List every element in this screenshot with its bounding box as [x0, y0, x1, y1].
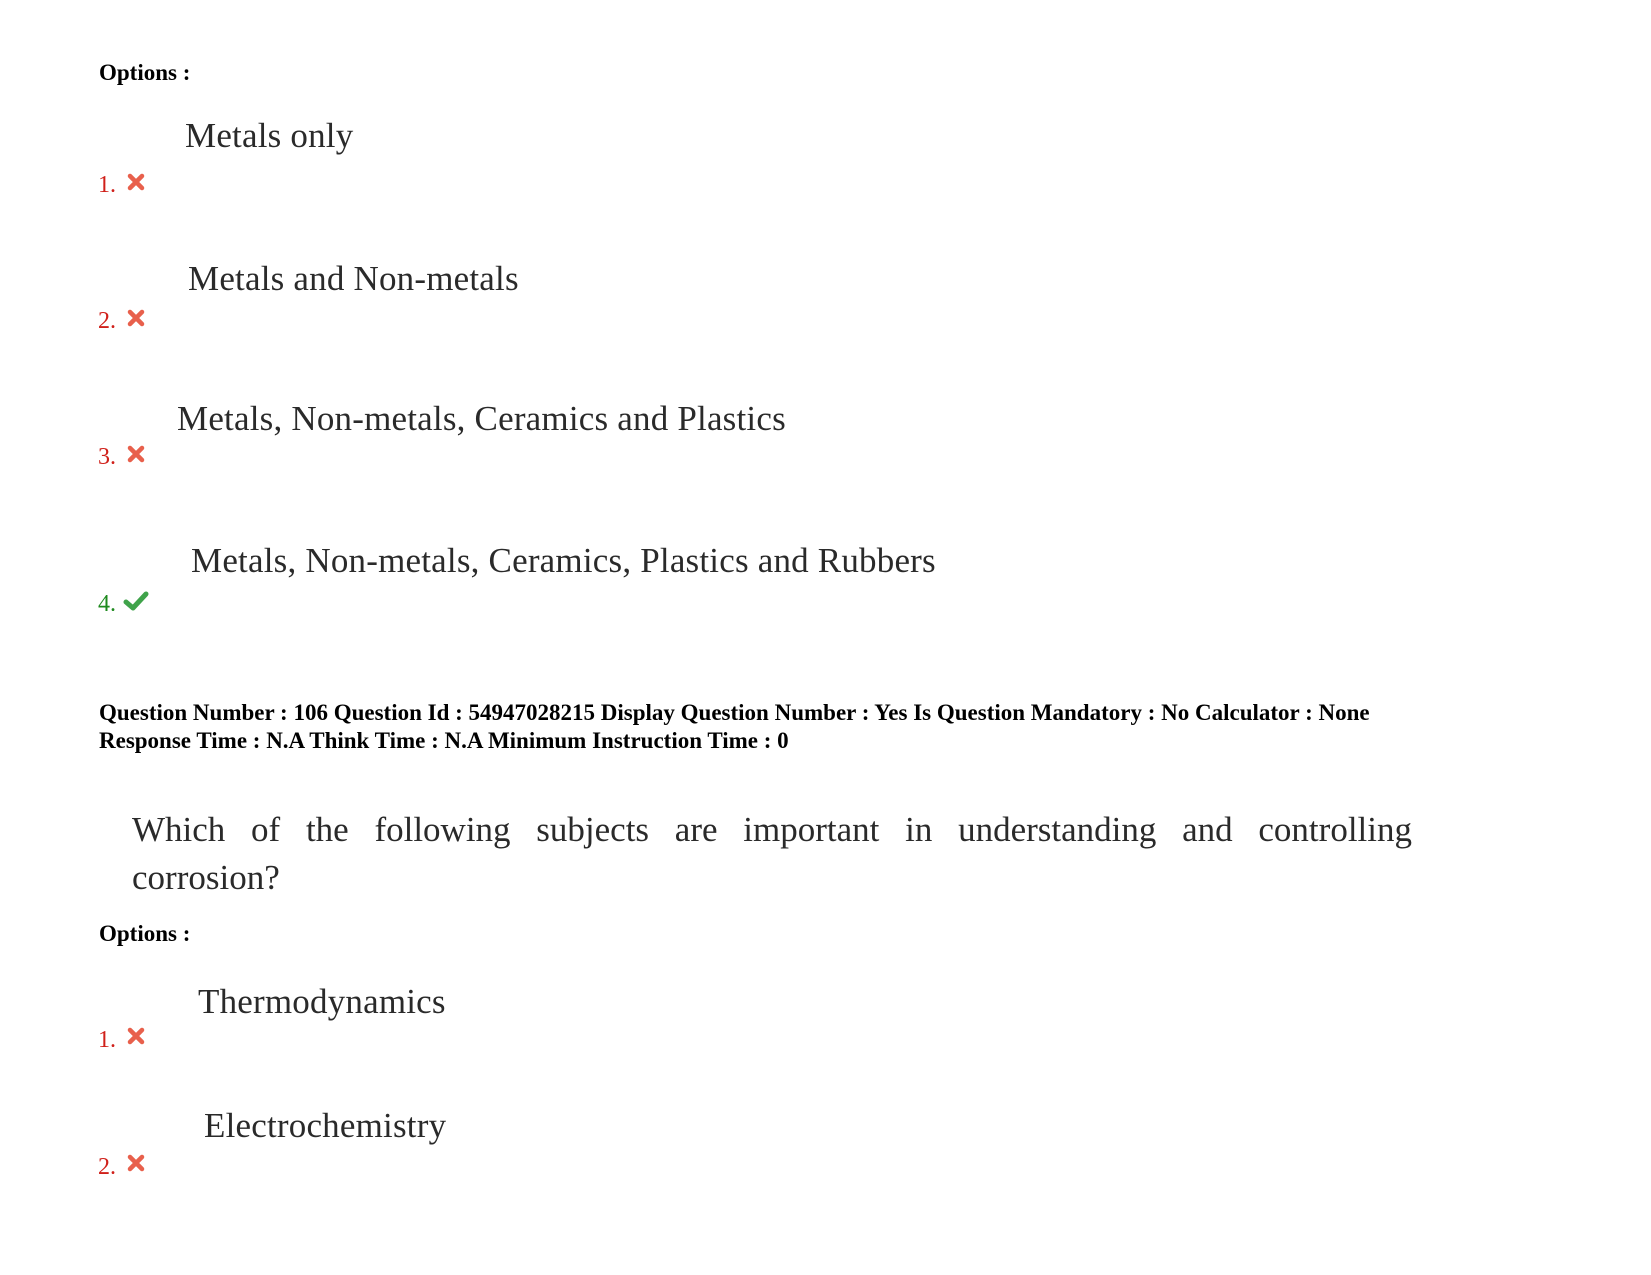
- question-meta-line2: Response Time : N.A Think Time : N.A Minimum Instruction Time : 0: [99, 728, 789, 753]
- cross-icon: [126, 1026, 146, 1046]
- option-number: 1.: [98, 1027, 116, 1053]
- check-icon: [123, 590, 149, 612]
- options-label: Options :: [99, 921, 191, 946]
- option-number: 4.: [98, 591, 116, 617]
- question-meta-line1: Question Number : 106 Question Id : 54947028215 Display Question Number : Yes Is Question Mandatory : No Calculator : None: [99, 700, 1370, 725]
- cross-icon: [126, 172, 146, 192]
- options-label: Options :: [99, 60, 191, 85]
- cross-icon: [126, 308, 146, 328]
- option-text: Electrochemistry: [204, 1106, 447, 1145]
- option-text: Thermodynamics: [198, 982, 446, 1021]
- option-number: 1.: [98, 172, 116, 198]
- option-text: Metals, Non-metals, Ceramics, Plastics and Rubbers: [191, 541, 936, 580]
- option-text: Metals, Non-metals, Ceramics and Plastics: [177, 399, 786, 438]
- option-text: Metals only: [185, 116, 354, 155]
- question-meta: [99, 699, 1559, 755]
- option-number: 3.: [98, 444, 116, 470]
- cross-icon: [126, 444, 146, 464]
- cross-icon: [126, 1153, 146, 1173]
- option-number: 2.: [98, 308, 116, 334]
- option-text: Metals and Non-metals: [188, 259, 519, 298]
- option-number: 2.: [98, 1154, 116, 1180]
- question-text: Which of the following subjects are important in understanding and controlling corrosion?: [132, 810, 1412, 897]
